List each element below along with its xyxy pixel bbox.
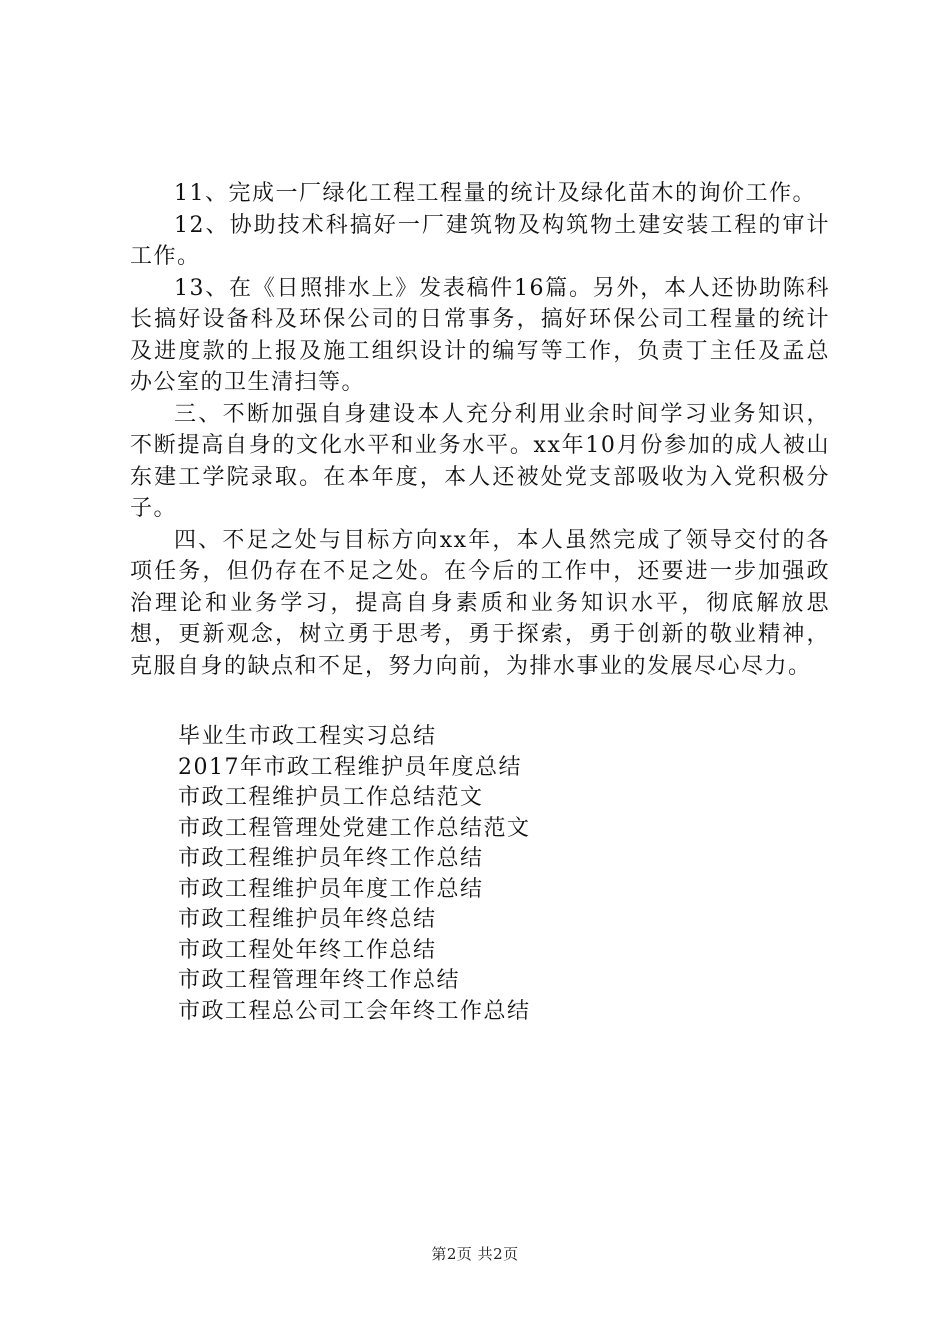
- paragraph-item-12: 12、协助技术科搞好一厂建筑物及构筑物土建安装工程的审计工作。: [130, 212, 830, 269]
- related-link[interactable]: 市政工程管理年终工作总结: [178, 968, 461, 993]
- related-link[interactable]: 市政工程维护员工作总结范文: [178, 785, 484, 810]
- related-link[interactable]: 市政工程处年终工作总结: [178, 937, 437, 963]
- paragraph-shortcomings: 四、不足之处与目标方向xx年，本人虽然完成了领导交付的各项任务，但仍存在不足之处。在今后的工作中，还要进一步加强政治理论和业务学习，提高自身素质和业务知识水平，彻底解放思想，更新观念，树立勇于思考，勇于探索，勇于创新的敬业精神，克服自身的缺点和不足，努力向前，为排水事业的发展尽心尽力。: [130, 527, 830, 679]
- paragraph-item-13: 13、在《日照排水上》发表稿件16篇。另外，本人还协助陈科长搞好设备科及环保公司的日常事务，搞好环保公司工程量的统计及进度款的上报及施工组织设计的编写等工作，负责丁主任及孟总办公室的卫生清扫等。: [130, 275, 830, 395]
- related-link[interactable]: 市政工程维护员年度工作总结: [178, 876, 484, 902]
- related-link[interactable]: 2017年市政工程维护员年度总结: [178, 754, 522, 780]
- page-number-footer: 第2页 共2页: [431, 1245, 519, 1263]
- paragraph-self-improvement: 三、不断加强自身建设本人充分利用业余时间学习业务知识，不断提高自身的文化水平和业务水平。xx年10月份参加的成人被山东建工学院录取。在本年度，本人还被处党支部吸收为入党积极分子。: [130, 401, 830, 521]
- related-link[interactable]: 毕业生市政工程实习总结: [178, 724, 437, 749]
- document-body: [130, 178, 830, 682]
- related-link[interactable]: 市政工程维护员年终工作总结: [178, 846, 484, 871]
- related-link[interactable]: 市政工程维护员年终总结: [178, 907, 437, 932]
- related-links-list: [178, 722, 828, 1027]
- related-link[interactable]: 市政工程总公司工会年终工作总结: [178, 998, 531, 1024]
- paragraph-item-11: 11、完成一厂绿化工程工程量的统计及绿化苗木的询价工作。: [174, 181, 816, 206]
- related-link[interactable]: 市政工程管理处党建工作总结范文: [178, 815, 531, 841]
